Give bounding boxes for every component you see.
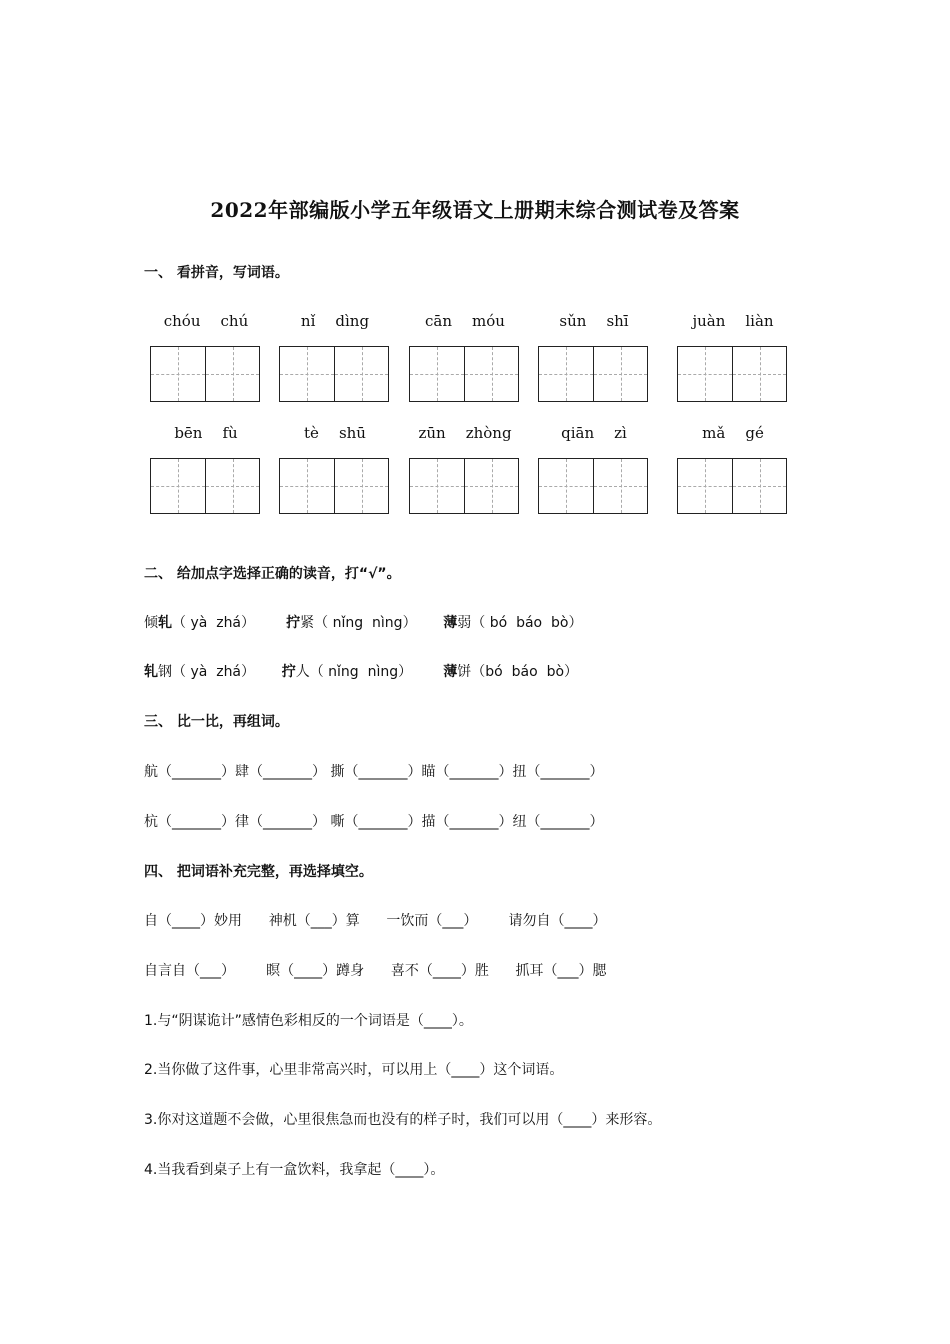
pinyin-syllable: bēn [174,424,203,442]
pinyin-syllable: móu [472,312,505,330]
word-char: 人 [295,664,310,680]
dotted-char: 薄 [443,615,458,631]
dotted-char: 轧 [158,615,172,631]
question-3[interactable]: 3.你对这道题不会做，心里很焦急而也没有的样子时，我们可以用（____）来形容。 [144,1112,662,1128]
question-2[interactable]: 2.当你做了这件事，心里非常高兴时，可以用上（____）这个词语。 [144,1062,564,1078]
pinyin-syllable: gé [745,424,764,442]
pronunciation-options[interactable]: （ bó báo bò） [471,615,583,631]
pinyin-syllable: chóu [163,312,201,330]
pinyin-syllable: mǎ [702,424,726,442]
writing-boxes[interactable] [150,346,260,402]
pronunciation-options[interactable]: （ nǐng nìng） [309,664,413,680]
pinyin-syllable: shī [606,312,629,330]
page-title: 2022年部编版小学五年级语文上册期末综合测试卷及答案 [210,198,740,222]
word-char: 弱 [457,615,472,631]
pinyin-syllable: cān [425,312,453,330]
pinyin-syllable: qiān [561,424,595,442]
writing-boxes[interactable] [409,346,519,402]
section4-heading: 四、 把词语补充完整，再选择填空。 [144,864,373,880]
writing-boxes[interactable] [150,458,260,514]
dotted-char: 轧 [144,664,158,680]
pinyin-syllable: zhòng [465,424,512,442]
pinyin-grid-row-1 [0,312,950,422]
dotted-char: 薄 [443,664,458,680]
compare-line-1[interactable]: 航（_______）肆（_______） 撕（_______）瞄（_______）扭（_______） [144,764,604,780]
dotted-char: 拧 [281,664,296,680]
pronunciation-line-1 [144,612,582,632]
writing-boxes[interactable] [279,346,389,402]
pinyin-syllable: juàn [692,312,726,330]
pinyin-syllable: liàn [745,312,774,330]
pinyin-syllable: zūn [418,424,446,442]
question-1[interactable]: 1.与“阴谋诡计”感情色彩相反的一个词语是（____）。 [144,1013,473,1029]
dotted-char: 拧 [286,615,301,631]
writing-boxes[interactable] [409,458,519,514]
pinyin-grid-row-2 [0,424,950,534]
word-char: 钢 [158,664,172,680]
pinyin-syllable: dìng [335,312,370,330]
pinyin-syllable: tè [304,424,319,442]
writing-boxes[interactable] [538,458,648,514]
question-4[interactable]: 4.当我看到桌子上有一盒饮料，我拿起（____）。 [144,1162,445,1178]
pinyin-syllable: shū [338,424,366,442]
idiom-line-2[interactable]: 自言自（___） 瞑（____）蹲身 喜不（____）胜 抓耳（___）腮 [144,963,607,979]
pinyin-syllable: zì [614,424,627,442]
compare-line-2[interactable]: 杭（_______）律（_______） 嘶（_______）描（_______）纽（_______） [144,814,604,830]
writing-boxes[interactable] [538,346,648,402]
pinyin-syllable: fù [222,424,238,442]
pronunciation-options[interactable]: （ yà zhá） [172,664,256,680]
pronunciation-options[interactable]: （ nǐng nìng） [314,615,417,631]
pronunciation-line-2 [144,661,578,681]
pinyin-syllable: sǔn [559,312,587,330]
word-char: 紧 [300,615,315,631]
writing-boxes[interactable] [677,346,787,402]
section3-heading: 三、 比一比，再组词。 [144,714,289,730]
writing-boxes[interactable] [677,458,787,514]
word-char: 饼 [457,664,472,680]
pinyin-syllable: nǐ [300,312,316,330]
pronunciation-options[interactable]: （ yà zhá） [172,615,256,631]
word-char: 倾 [144,615,158,631]
writing-boxes[interactable] [279,458,389,514]
section2-heading: 二、 给加点字选择正确的读音，打“√”。 [144,566,401,582]
pinyin-syllable: chú [220,312,249,330]
pronunciation-options[interactable]: （bó báo bò） [471,664,579,680]
section1-heading: 一、 看拼音，写词语。 [144,265,289,281]
idiom-line-1[interactable]: 自（____）妙用 神机（___）算 一饮而（___） 请勿自（____） [144,913,607,929]
